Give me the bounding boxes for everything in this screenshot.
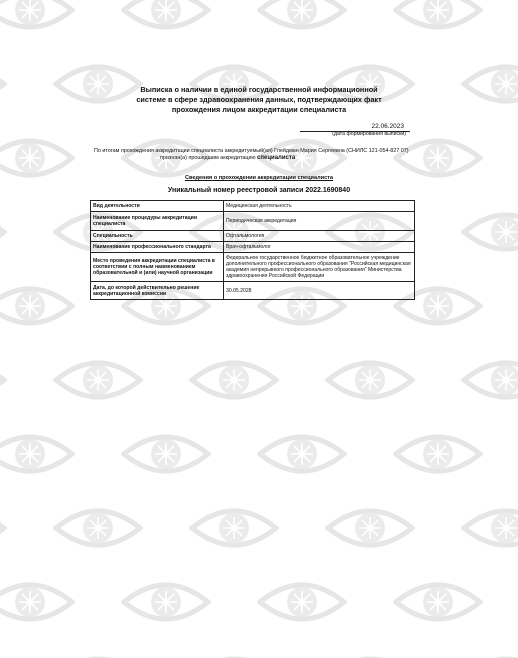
title-line: прохождения лицом аккредитации специалиста: [171, 105, 347, 114]
table-row: [91, 282, 415, 300]
row-label: Специальность: [91, 231, 224, 242]
row-value: Федеральное государственное бюджетное образовательное учреждение дополнительного профессионального образования "Российская медицинская академия непрерывного профессионального образования" Министерства здравоохранения Российской Федерации: [224, 253, 415, 282]
row-value: Офтальмология: [224, 231, 415, 242]
result-status: специалиста: [257, 155, 296, 161]
row-value: 30.05.2028: [224, 282, 415, 300]
registry-number: Уникальный номер реестровой записи 2022.1690840: [167, 187, 351, 194]
document-title: [120, 85, 398, 115]
result-prefix: признан(а) прошедшим аккредитацию: [160, 155, 256, 161]
table-row: [91, 253, 415, 282]
row-label: Наименование профессионального стандарта: [91, 242, 224, 253]
table-row: [91, 201, 415, 212]
title-line: системе в сфере здравоохранения данных, подтверждающих факт: [136, 95, 382, 104]
title-line: Выписка о наличии в единой государственной информационной: [140, 85, 378, 94]
row-value: Медицинская деятельность: [224, 201, 415, 212]
result-statement-cont: [160, 155, 420, 161]
table-row: [91, 231, 415, 242]
section-title: Сведения о прохождении аккредитации специалиста: [184, 175, 334, 181]
row-label: Место проведения аккредитации специалиста в соответствии с полным наименованием образовательной и (или) научной организации: [91, 253, 224, 282]
issue-date: 22.06.2023: [371, 123, 404, 130]
issue-date-note: (дата формирования выписки): [332, 131, 406, 137]
row-value: Врач-офтальмолог: [224, 242, 415, 253]
row-label: Вид деятельности: [91, 201, 224, 212]
result-statement: По итогам прохождения аккредитации специалиста аккредитуемый(ая) Глейдман Мария Сергеевна (СНИЛС 121-054-827 07): [94, 148, 409, 154]
table-row: [91, 212, 415, 231]
row-label: Наименование процедуры аккредитации специалиста: [91, 212, 224, 231]
row-label: Дата, до которой действительно решение аккредитационной комиссии: [91, 282, 224, 300]
accreditation-table: [90, 200, 415, 300]
table-row: [91, 242, 415, 253]
row-value: Периодическая аккредитация: [224, 212, 415, 231]
